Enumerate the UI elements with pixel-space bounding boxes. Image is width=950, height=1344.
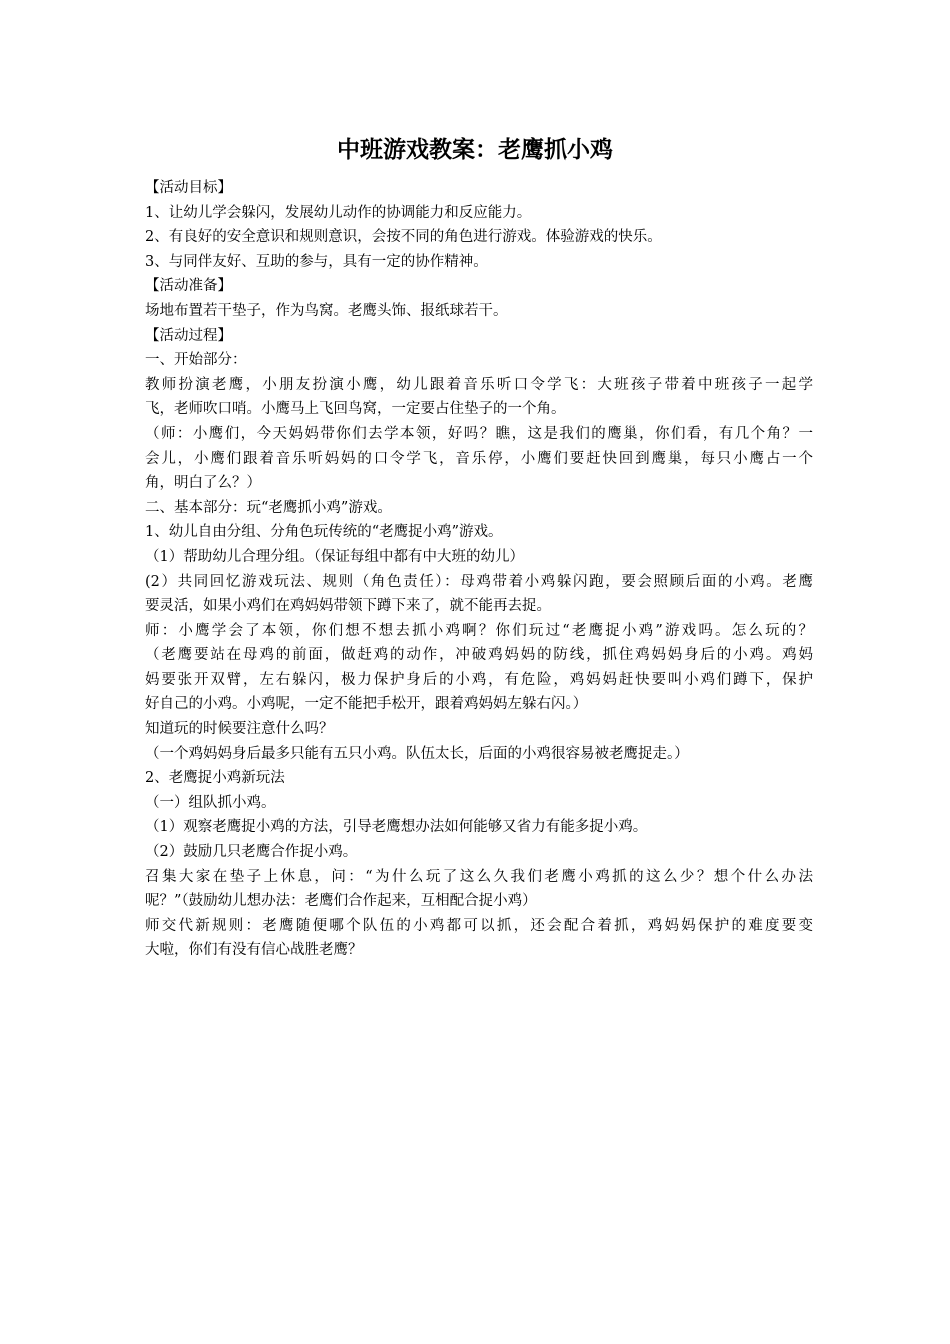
paragraph-line: (2）共同回忆游戏玩法、规则（角色责任）：母鸡带着小鸡躲闪跑，要会照顾后面的小鸡。老鹰 [145,573,813,590]
paragraph-line: 角，明白了么？） [145,475,261,492]
paragraph-line: （老鹰要站在母鸡的前面，做赶鸡的动作，冲破鸡妈妈的防线，抓住鸡妈妈身后的小鸡。鸡妈 [145,647,813,664]
paragraph-line: 2、有良好的安全意识和规则意识，会按不同的角色进行游戏。体验游戏的快乐。 [145,229,662,246]
paragraph-line: 师交代新规则：老鹰随便哪个队伍的小鸡都可以抓，还会配合着抓，鸡妈妈保护的难度要变 [145,917,813,934]
paragraph-line: （师：小鹰们，今天妈妈带你们去学本领，好吗？瞧，这是我们的鹰巢，你们看，有几个角？一 [145,425,813,442]
paragraph-line: 二、基本部分：玩“老鹰抓小鸡”游戏。 [145,499,392,516]
paragraph-line: 教师扮演老鹰，小朋友扮演小鹰，幼儿跟着音乐听口令学飞：大班孩子带着中班孩子一起学 [145,376,813,393]
document-body [145,176,813,963]
paragraph-line: （2）鼓励几只老鹰合作捉小鸡。 [145,844,358,861]
paragraph-line: （一个鸡妈妈身后最多只能有五只小鸡。队伍太长，后面的小鸡很容易被老鹰捉走。） [145,745,689,762]
paragraph-line: （1）观察老鹰捉小鸡的方法，引导老鹰想办法如何能够又省力有能多捉小鸡。 [145,819,648,836]
paragraph-line: （1）帮助幼儿合理分组。（保证每组中都有中大班的幼儿） [145,548,524,565]
paragraph-line: 一、开始部分： [145,352,247,369]
paragraph-line: 飞，老师吹口哨。小鹰马上飞回鸟窝，一定要占住垫子的一个角。 [145,401,566,418]
paragraph-line: 场地布置若干垫子，作为鸟窝。老鹰头饰、报纸球若干。 [145,302,508,319]
paragraph-line: 要灵活，如果小鸡们在鸡妈妈带领下蹲下来了，就不能再去捉。 [145,598,551,615]
paragraph-line: 大啦，你们有没有信心战胜老鹰？ [145,942,363,959]
paragraph-line: 1、幼儿自由分组、分角色玩传统的“老鹰捉小鸡”游戏。 [145,524,503,541]
paragraph-line: 师：小鹰学会了本领，你们想不想去抓小鸡啊？你们玩过“老鹰捉小鸡”游戏吗。怎么玩的？ [145,622,813,639]
section-heading-process: 【活动过程】 [145,327,232,344]
paragraph-line: 会儿，小鹰们跟着音乐听妈妈的口令学飞，音乐停，小鹰们要赶快回到鹰巢，每只小鹰占一个 [145,450,813,467]
document-title: 中班游戏教案：老鹰抓小鸡 [337,136,613,163]
paragraph-line: 2、老鹰捉小鸡新玩法 [145,770,285,787]
paragraph-line: 呢？”（鼓励幼儿想办法：老鹰们合作起来，互相配合捉小鸡） [145,893,537,910]
paragraph-line: 召集大家在垫子上休息，问：“为什么玩了这么久我们老鹰小鸡抓的这么少？想个什么办法 [145,868,813,885]
paragraph-line: 好自己的小鸡。小鸡呢，一定不能把手松开，跟着鸡妈妈左躲右闪。） [145,696,588,713]
section-heading-goals: 【活动目标】 [145,180,232,196]
section-heading-preparation: 【活动准备】 [145,278,232,295]
paragraph-line: 3、与同伴友好、互助的参与，具有一定的协作精神。 [145,253,488,270]
paragraph-line: 妈要张开双臂，左右躲闪，极力保护身后的小鸡，有危险，鸡妈妈赶快要叫小鸡们蹲下，保护 [145,671,813,688]
paragraph-line: 知道玩的时候要注意什么吗？ [145,721,334,738]
paragraph-line: 1、让幼儿学会躲闪，发展幼儿动作的协调能力和反应能力。 [145,204,532,221]
paragraph-line: （一）组队抓小鸡。 [145,794,276,811]
